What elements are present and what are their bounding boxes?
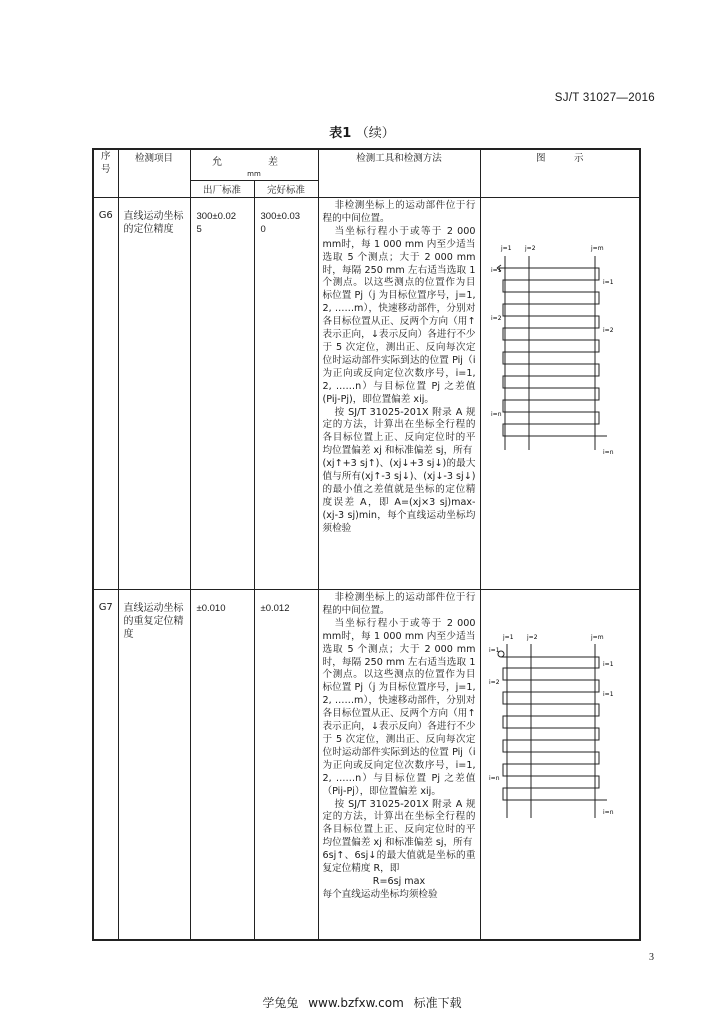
row-figure <box>480 590 640 940</box>
table-title-main: 表1 <box>329 126 352 141</box>
page-number: 3 <box>649 952 654 963</box>
fig-label-left-top: i=1 <box>490 267 502 274</box>
table-title <box>0 122 724 141</box>
table-row-g6 <box>93 198 640 590</box>
fig-label-top2: j=2 <box>526 634 538 641</box>
row-number: G7 <box>93 590 118 940</box>
fig-label-left-mid: i=2 <box>488 679 500 686</box>
standard-code: SJ/T 31027—2016 <box>554 92 655 104</box>
fig-label-left-bot: i=n <box>490 411 501 418</box>
row-method <box>318 198 480 590</box>
tolerance-unit: mm <box>247 170 261 178</box>
method-formula: R=6sj max <box>372 875 426 887</box>
method-paragraph: 6sj↑、6sj↓的最大值就是坐标的重复定位精度 R，即 <box>322 850 476 875</box>
col-method-header: 检测工具和检测方法 <box>318 149 480 198</box>
fig-label-right-mid: i=1 <box>602 691 614 698</box>
method-paragraph: 按 SJ/T 31025-201X 附录 A 规定的方法，计算出在坐标全行程的各目标位置上正、反向定位时的平均位置偏差 xj 和标准偏差 sj，所有 <box>322 406 476 457</box>
method-paragraph: 当坐标行程小于或等于 2 000 mm时，每 1 000 mm 内至少适当选取 5 个测点；大于 2 000 mm 时，每隔 250 mm 左右适当选取 1 个测点。以这些测点的位置作为目标位置 Pj（j 为目标位置序号，j=1, 2, ……m），快速移动部件，分别对各目标位置从正、反两个方向（用↑表示正向，↓表示反向）各进行不少于 5 次定位，测出正、反向每次定位时运动部件实际到达的位置 Pij（i 为正向或反向定位次数序号，i=1, 2, ……n）与目标位置 Pj 之差值（Pij-Pj），即位置偏差 xij。 <box>322 617 476 797</box>
method-paragraph: 每个直线运动坐标均须检验 <box>322 888 438 900</box>
col-factory-header: 出厂标准 <box>190 181 254 198</box>
fig-label-top1: j=1 <box>502 634 514 641</box>
fig-label-left-bot: i=n <box>488 775 499 782</box>
table-title-cont: （续） <box>355 126 395 141</box>
positioning-diagram-g7 <box>487 630 633 830</box>
spec-table <box>92 148 641 941</box>
fig-label-right-top: i=1 <box>602 661 614 668</box>
row-method <box>318 590 480 940</box>
fig-label-right-bot: i=n <box>602 809 613 816</box>
tolerance-label: 允 差 <box>212 157 296 168</box>
fig-label-right-top: i=1 <box>602 279 614 286</box>
fig-label-right-bot: i=n <box>602 449 613 456</box>
method-paragraph: 非检测坐标上的运动部件位于行程的中间位置。 <box>322 200 476 224</box>
fig-label-left-mid: i=2 <box>490 315 502 322</box>
row-item: 直线运动坐标的定位精度 <box>118 198 190 590</box>
row-factory-value: 300±0.025 <box>190 198 254 590</box>
col-figure-header: 图 示 <box>480 149 640 198</box>
table-row-g7 <box>93 590 640 940</box>
row-intact-value: ±0.012 <box>254 590 318 940</box>
fig-label-top3: j=m <box>590 245 604 252</box>
col-no-header: 序号 <box>93 149 118 198</box>
positioning-diagram-g6 <box>487 238 633 468</box>
row-figure <box>480 198 640 590</box>
header-row <box>93 149 640 181</box>
footer-watermark: 学兔兔 www.bzfxw.com 标准下载 <box>262 996 462 1010</box>
fig-label-top1: j=1 <box>500 245 512 252</box>
method-paragraph: 按 SJ/T 31025-201X 附录 A 规定的方法，计算出在坐标全行程的各目标位置上正、反向定位时的平均位置偏差 xj 和标准偏差 sj，所有 <box>322 798 476 849</box>
col-tolerance-header <box>190 149 318 181</box>
fig-label-top3: j=m <box>590 634 604 641</box>
row-intact-value: 300±0.030 <box>254 198 318 590</box>
row-item: 直线运动坐标的重复定位精度 <box>118 590 190 940</box>
col-item-header: 检测项目 <box>118 149 190 198</box>
method-paragraph: 非检测坐标上的运动部件位于行程的中间位置。 <box>322 592 476 616</box>
row-factory-value: ±0.010 <box>190 590 254 940</box>
fig-label-left-top: i=1 <box>488 647 500 654</box>
method-paragraph: 当坐标行程小于或等于 2 000 mm时，每 1 000 mm 内至少适当选取 5 个测点；大于 2 000 mm时，每隔 250 mm 左右适当选取 1 个测点。以这些测点的位置作为目标位置 Pj（j 为目标位置序号，j=1, 2, ……m），快速移动部件，分别对各目标位置从正、反两个方向（用↑表示正向，↓表示反向）各进行不少于 5 次定位，测出正、反向每次定位时运动部件实际到达的位置 Pij（i 为正向或反向定位次数序号，i=1, 2, ……n）与目标位置 Pj 之差值(Pij-Pj)，即位置偏差 xij。 <box>322 225 476 405</box>
row-number: G6 <box>93 198 118 590</box>
col-intact-header: 完好标准 <box>254 181 318 198</box>
method-paragraph: (xj↑+3 sj↑)、(xj↓+3 sj↓)的最大值与所有(xj↑-3 sj↓)、(xj↓-3 sj↓)的最小值之差值就是坐标的定位精度误差 A，即 A=(xj×3 sj)max-(xj-3 sj)min，每个直线运动坐标均须检验 <box>322 458 476 534</box>
fig-label-right-mid: i=2 <box>602 327 614 334</box>
fig-label-top2: j=2 <box>524 245 536 252</box>
